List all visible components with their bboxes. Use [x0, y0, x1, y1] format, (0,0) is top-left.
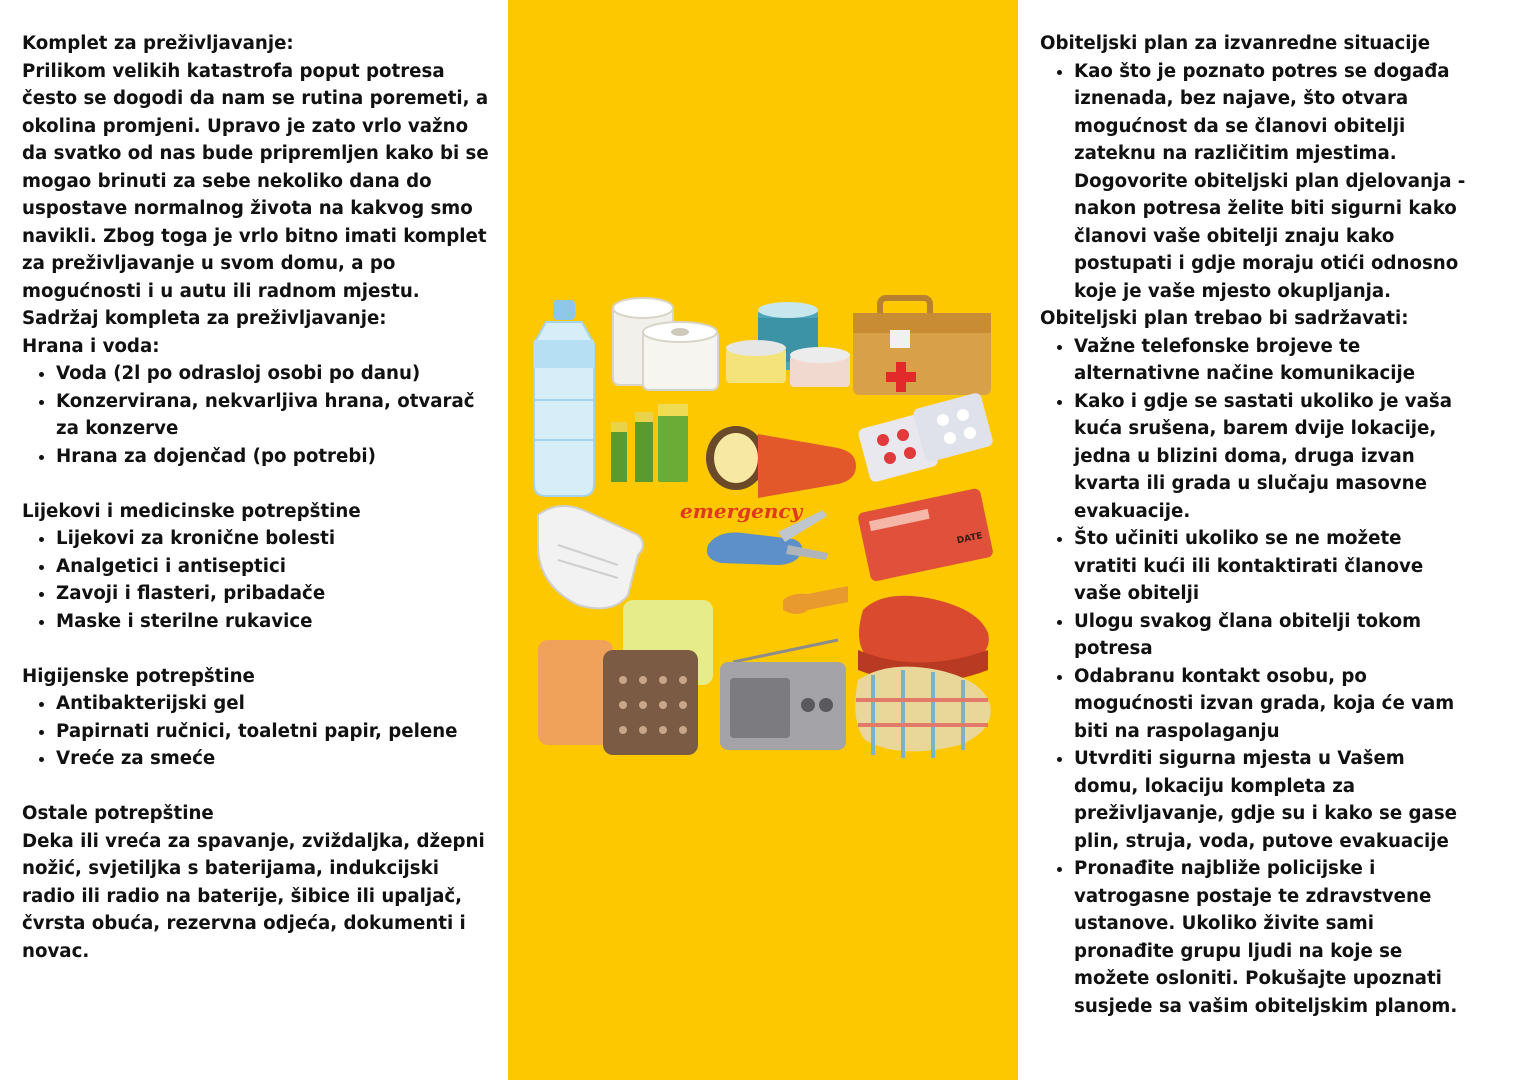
- other-text: Deka ili vreća za spavanje, zviždaljka, džepni nožić, svjetiljka s baterijama, indukcijski radio ili radio na baterije, šibice ili upaljač, čvrsta obuća, rezervna odjeća, dokumenti i novac.: [22, 830, 485, 962]
- food-heading: Hrana i voda:: [22, 335, 160, 357]
- emergency-label: emergency: [680, 499, 803, 523]
- list-item: • Lijekovi za kronične bolesti: [56, 525, 508, 553]
- list-item: • Papirnati ručnici, toaletni papir, pelene: [56, 718, 508, 746]
- other-heading: Ostale potrepštine: [22, 803, 214, 824]
- hygiene-list: [22, 690, 508, 773]
- list-item: • Što učiniti ukoliko se ne možete vratiti kući ili kontaktirati članove vaše obitelji: [1074, 525, 1526, 608]
- emergency-kit-illustration: [508, 0, 1018, 1080]
- plan-contents-list: [1040, 333, 1526, 1021]
- flashlight-icon: [706, 426, 856, 498]
- id-card-icon: [857, 488, 994, 582]
- illustration-panel: [508, 0, 1018, 1080]
- list-item: • Ulogu svakog člana obitelji tokom potresa: [1074, 608, 1526, 663]
- canned-food-icon: [726, 302, 850, 387]
- first-aid-kit-icon: [853, 298, 991, 395]
- list-item: • Utvrditi sigurna mjesta u Vašem domu, lokaciju kompleta za preživljavanje, gdje su i kako se gase plin, struja, voda, putove evakuacije: [1074, 745, 1526, 855]
- whistle-icon: [783, 586, 848, 614]
- batteries-icon: [611, 404, 688, 482]
- gloves-icon: [538, 506, 643, 608]
- list-item: • Zavoji i flasteri, pribadače: [56, 580, 508, 608]
- list-item: • Konzervirana, nekvarljiva hrana, otvarač za konzerve: [56, 388, 508, 443]
- family-plan-column: [1018, 0, 1526, 1020]
- medical-list: [22, 525, 508, 635]
- list-item: • Pronađite najbliže policijske i vatrogasne postaje te zdravstvene ustanove. Ukoliko živite sami pronađite grupu ljudi na koje se možete osloniti. Pokušajte upoznati susjede sa vašim obiteljskim planom.: [1074, 855, 1526, 1020]
- spare-clothes-icon: [538, 600, 713, 755]
- plan-contents-heading: Obiteljski plan trebao bi sadržavati:: [1040, 308, 1409, 329]
- food-list: [22, 360, 508, 470]
- id-card-date-label: DATE: [956, 531, 984, 547]
- toilet-paper-icon: [613, 298, 718, 390]
- list-item: • Maske i sterilne rukavice: [56, 608, 508, 636]
- list-item: • Voda (2l po odrasloj osobi po danu): [56, 360, 508, 388]
- medicine-pills-icon: [857, 392, 994, 483]
- survival-kit-title: Komplet za preživljavanje:: [22, 33, 294, 54]
- list-item: • Vreće za smeće: [56, 745, 508, 773]
- list-item: • Kako i gdje se sastati ukoliko je vaša kuća srušena, barem dvije lokacije, jedna u blizini doma, druga izvan kvarta ili grada u slučaju masovne evakuacije.: [1074, 388, 1526, 526]
- family-plan-title: Obiteljski plan za izvanredne situacije: [1040, 33, 1431, 54]
- hygiene-heading: Higijenske potrepštine: [22, 665, 255, 687]
- family-plan-intro-list: [1040, 58, 1526, 306]
- list-item: • Hrana za dojenčad (po potrebi): [56, 443, 508, 471]
- radio-icon: [720, 640, 846, 750]
- survival-kit-column: [0, 0, 508, 965]
- list-item: • Analgetici i antiseptici: [56, 553, 508, 581]
- list-item: • Važne telefonske brojeve te alternativne načine komunikacije: [1074, 333, 1526, 388]
- list-item: • Odabranu kontakt osobu, po mogućnosti izvan grada, koja će vam biti na raspolaganju: [1074, 663, 1526, 746]
- list-item: • Kao što je poznato potres se događa iznenada, bez najave, što otvara mogućnost da se članovi obitelji zateknu na različitim mjestima. Dogovorite obiteljski plan djelovanja - nakon potresa želite biti sigurni kako članovi vaše obitelji znaju kako postupati i gdje moraju otići odnosno koje je vaše mjesto okupljanja.: [1074, 58, 1526, 306]
- plaid-towel-icon: [855, 667, 990, 758]
- water-bottle-icon: [534, 300, 594, 496]
- list-item: • Antibakterijski gel: [56, 690, 508, 718]
- survival-kit-intro: Prilikom velikih katastrofa poput potresa često se dogodi da nam se rutina poremeti, a okolina promjeni. Upravo je zato vrlo važno da svatko od nas bude pripremljen kako bi se mogao brinuti za sebe nekoliko dana do uspostave normalnog života na kakvog smo navikli. Zbog toga je vrlo bitno imati komplet za preživljavanje u svom domu, a po mogućnosti i u autu ili radnom mjestu.: [22, 60, 489, 302]
- kit-contents-heading: Sadržaj kompleta za preživljavanje:: [22, 308, 387, 329]
- medical-heading: Lijekovi i medicinske potrepštine: [22, 500, 361, 522]
